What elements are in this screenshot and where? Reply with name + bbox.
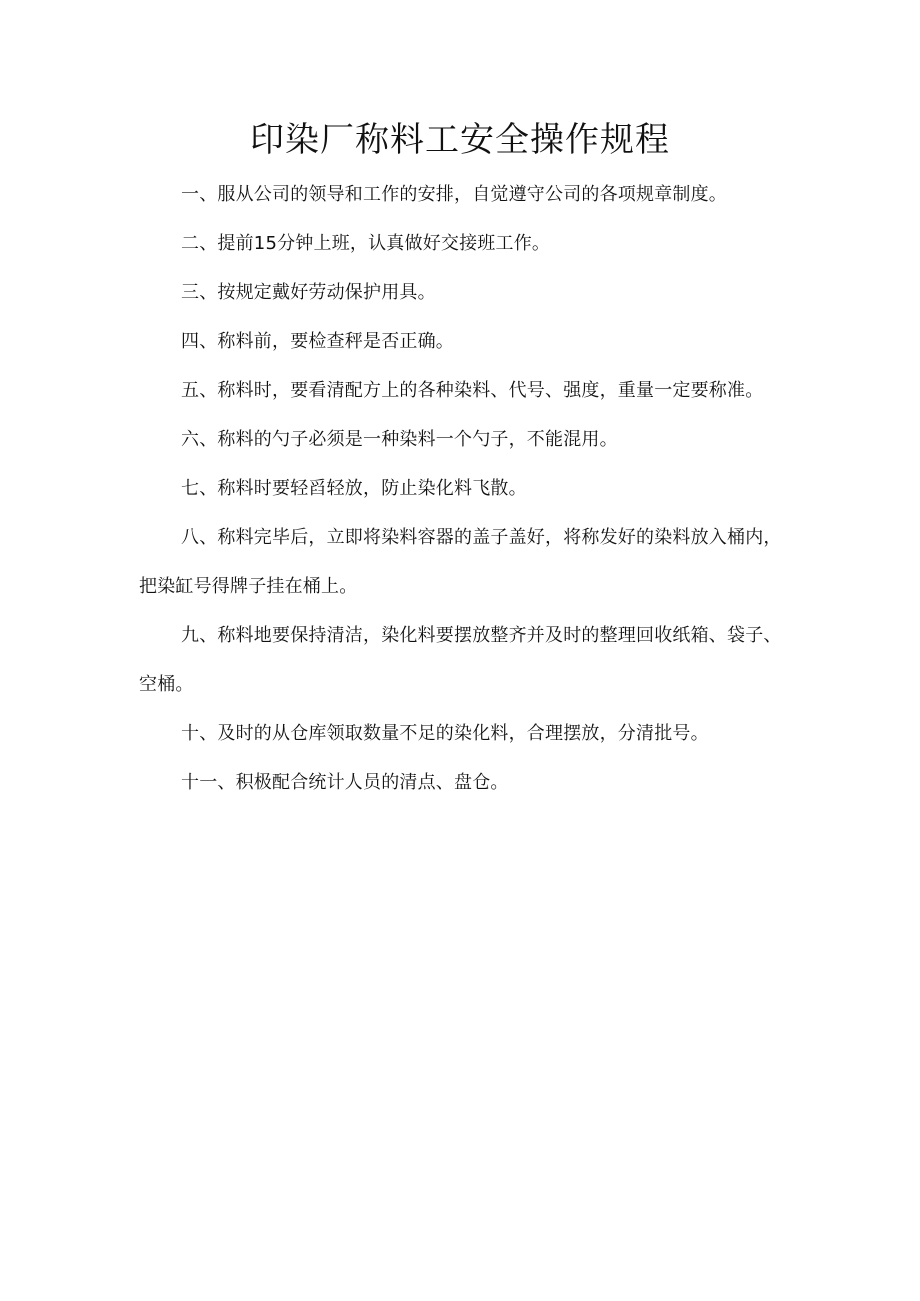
rule-paragraph-4: 四、称料前，要检查秤是否正确。 (181, 331, 454, 352)
rule-paragraph-2: 二、提前15分钟上班，认真做好交接班工作。 (181, 233, 551, 254)
rule-paragraph-10: 十、及时的从仓库领取数量不足的染化料，合理摆放，分清批号。 (181, 723, 709, 744)
rule-paragraph-11: 十一、积极配合统计人员的清点、盘仓。 (181, 772, 509, 793)
rule-paragraph-7: 七、称料时要轻舀轻放，防止染化料飞散。 (181, 478, 527, 499)
rule-paragraph-9: 九、称料地要保持清洁，染化料要摆放整齐并及时的整理回收纸箱、袋子、空桶。 (139, 625, 782, 695)
rule-paragraph-5: 五、称料时，要看清配方上的各种染料、代号、强度，重量一定要称准。 (181, 380, 764, 401)
rule-paragraph-3: 三、按规定戴好劳动保护用具。 (181, 282, 436, 303)
document-body (139, 170, 789, 807)
rule-paragraph-8: 八、称料完毕后，立即将染料容器的盖子盖好，将称发好的染料放入桶内，把染缸号得牌子挂在桶上。 (139, 527, 782, 597)
rule-paragraph-1: 一、服从公司的领导和工作的安排，自觉遵守公司的各项规章制度。 (181, 184, 727, 205)
document-title: 印染厂称料工安全操作规程 (250, 120, 670, 160)
rule-paragraph-6: 六、称料的勺子必须是一种染料一个勺子，不能混用。 (181, 429, 618, 450)
